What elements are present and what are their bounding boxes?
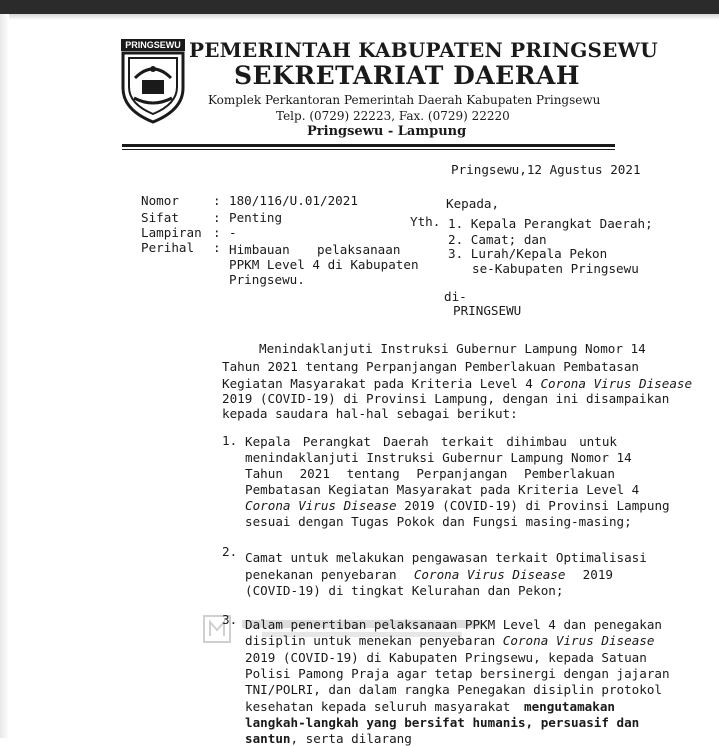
item-1-line-1: Kepala Perangkat Daerah terkait dihimbau untuk bbox=[245, 434, 617, 449]
page-left-edge bbox=[0, 14, 9, 738]
recipient-2: 2. Camat; dan bbox=[448, 232, 547, 247]
item-1-number: 1. bbox=[222, 433, 238, 448]
item-3-line-2-text: disiplin untuk menekan penyebaran bbox=[245, 633, 503, 648]
item-2-line-2-italic: Corona Virus Disease bbox=[413, 567, 566, 582]
lampiran-colon: : bbox=[213, 225, 221, 240]
item-2-line-2-year: 2019 bbox=[582, 567, 613, 582]
office-address: Komplek Perkantoran Pemerintah Daerah Kabupaten Pringsewu bbox=[208, 93, 601, 107]
item-2-line-3: (COVID-19) di tingkat Kelurahan dan Pekon; bbox=[245, 583, 564, 598]
office-phone: Telp. (0729) 22223, Fax. (0729) 22220 bbox=[276, 109, 510, 123]
letterhead-rule-thick bbox=[122, 144, 615, 147]
perihal-line-1b: pelaksanaan bbox=[317, 242, 401, 257]
intro-line-1: Menindaklanjuti Instruksi Gubernur Lampung Nomor 14 bbox=[259, 341, 646, 356]
nomor-value: 180/116/U.01/2021 bbox=[229, 193, 358, 208]
item-2-line-1: Camat untuk melakukan pengawasan terkait Optimalisasi bbox=[245, 550, 647, 565]
emblem-label: PRINGSEWU bbox=[125, 40, 181, 50]
item-3-line-7: langkah-langkah yang bersifat humanis, persuasif dan bbox=[245, 715, 640, 730]
item-3-line-8-text: , serta dilarang bbox=[290, 731, 412, 746]
intro-line-2: Tahun 2021 tentang Perpanjangan Pemberlakuan Pembatasan bbox=[222, 359, 640, 374]
sifat-value: Penting bbox=[229, 210, 283, 225]
item-1-line-2: menindaklanjuti Instruksi Gubernur Lampung Nomor 14 bbox=[245, 450, 632, 465]
letter-date: Pringsewu,12 Agustus 2021 bbox=[451, 162, 641, 177]
sifat-label: Sifat bbox=[141, 210, 179, 225]
item-3-line-6-text: kesehatan kepada seluruh masyarakat bbox=[245, 699, 511, 714]
item-3-line-8 bbox=[245, 731, 412, 746]
recipient-3: 3. Lurah/Kepala Pekon bbox=[448, 246, 608, 261]
sifat-colon: : bbox=[213, 210, 221, 225]
top-dark-bar bbox=[0, 0, 719, 14]
lampiran-value: - bbox=[229, 225, 237, 240]
yth-label: Yth. bbox=[410, 214, 441, 229]
item-3-line-5: TNI/POLRI, dan dalam rangka Penegakan disiplin protokol bbox=[245, 682, 663, 697]
item-3-line-6-bold: mengutamakan bbox=[524, 699, 615, 714]
perihal-line-3: Pringsewu. bbox=[229, 272, 305, 287]
perihal-line-1a: Himbauan bbox=[229, 242, 290, 257]
item-3-number: 3. bbox=[222, 612, 238, 627]
nomor-colon: : bbox=[213, 193, 221, 208]
intro-line-4: 2019 (COVID-19) di Provinsi Lampung, dengan ini disampaikan bbox=[222, 391, 670, 406]
government-name: PEMERINTAH KABUPATEN PRINGSEWU bbox=[189, 38, 658, 62]
intro-line-3-italic: Corona Virus Disease bbox=[540, 376, 693, 391]
pringsewu-emblem-icon bbox=[120, 38, 186, 124]
item-1-line-6: sesuai dengan Tugas Pokok dan Fungsi masing-masing; bbox=[245, 514, 632, 529]
page-top-shadow bbox=[0, 14, 719, 20]
item-3-line-2 bbox=[245, 633, 654, 648]
intro-line-3 bbox=[222, 376, 692, 391]
office-city: Pringsewu - Lampung bbox=[307, 124, 467, 139]
di-label: di- bbox=[444, 289, 467, 304]
item-3-line-1: Dalam penertiban pelaksanaan PPKM Level 4 dan penegakan bbox=[245, 617, 663, 632]
letterhead-rule-thin bbox=[122, 149, 615, 150]
item-3-line-6 bbox=[245, 699, 615, 714]
item-1-line-3: Tahun 2021 tentang Perpanjangan Pemberlakuan bbox=[245, 466, 615, 481]
lampiran-label: Lampiran bbox=[141, 225, 202, 240]
recipient-3-continued: se-Kabupaten Pringsewu bbox=[472, 261, 639, 276]
item-2-line-2-text: penekanan penyebaran bbox=[245, 567, 397, 582]
recipient-1: 1. Kepala Perangkat Daerah; bbox=[448, 216, 653, 231]
nomor-label: Nomor bbox=[141, 193, 179, 208]
item-3-line-3: 2019 (COVID-19) di Kabupaten Pringsewu, kepada Satuan bbox=[245, 650, 647, 665]
kepada-label: Kepada, bbox=[446, 196, 500, 211]
item-1-line-4: Pembatasan Kegiatan Masyarakat pada Kriteria Level 4 bbox=[245, 482, 640, 497]
recipient-place: PRINGSEWU bbox=[453, 303, 522, 318]
item-1-line-5-italic: Corona Virus Disease bbox=[245, 498, 397, 513]
perihal-colon: : bbox=[213, 240, 221, 255]
item-1-line-5 bbox=[245, 498, 670, 513]
item-1-line-5-text: 2019 (COVID-19) di Provinsi Lampung bbox=[396, 498, 670, 513]
item-2-number: 2. bbox=[222, 544, 238, 559]
office-name: SEKRETARIAT DAERAH bbox=[234, 61, 581, 90]
intro-line-3-text: Kegiatan Masyarakat pada Kriteria Level 4 bbox=[222, 376, 541, 391]
item-3-line-8-bold: santun bbox=[245, 731, 291, 746]
item-3-line-4: Polisi Pamong Praja agar tetap bersinergi dengan jajaran bbox=[245, 666, 670, 681]
perihal-line-2: PPKM Level 4 di Kabupaten bbox=[229, 257, 419, 272]
item-2-line-2 bbox=[245, 567, 613, 582]
perihal-label: Perihal bbox=[141, 240, 195, 255]
item-3-line-2-italic: Corona Virus Disease bbox=[502, 633, 655, 648]
intro-line-5: kepada saudara hal-hal sebagai berikut: bbox=[222, 406, 518, 421]
